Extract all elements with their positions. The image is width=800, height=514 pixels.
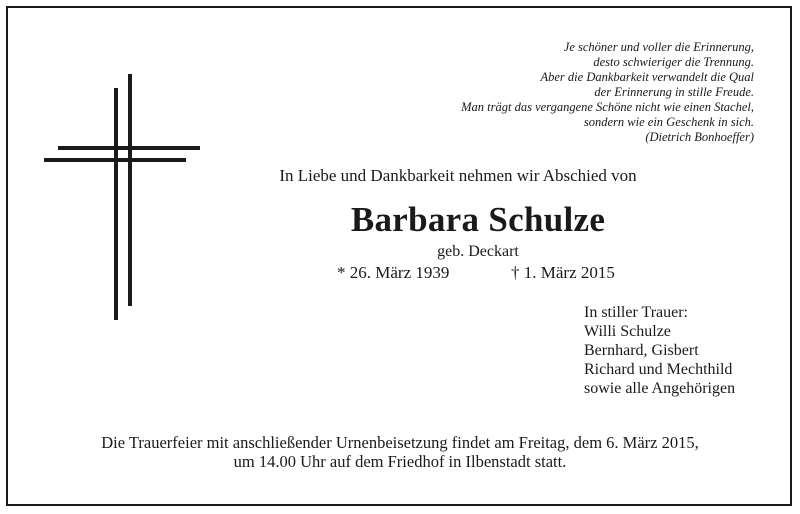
service-line: um 14.00 Uhr auf dem Friedhof in Ilbenstadt statt. — [233, 452, 567, 471]
quote-line: Je schöner und voller die Erinnerung, — [563, 40, 754, 54]
funeral-service-info — [20, 433, 780, 471]
mourners-heading: In stiller Trauer: — [584, 304, 688, 321]
mourner-name: sowie alle Angehörigen — [584, 380, 736, 397]
mourners-block — [584, 303, 735, 398]
maiden-name: geb. Deckart — [437, 243, 519, 260]
mourner-name: Bernhard, Gisbert — [584, 342, 699, 359]
quote-line: Aber die Dankbarkeit verwandelt die Qual — [540, 70, 754, 84]
quote-line: Man trägt das vergangene Schöne nicht wie einen Stachel, — [461, 100, 754, 114]
quote-line: desto schwieriger die Trennung. — [593, 55, 754, 69]
farewell-intro: In Liebe und Dankbarkeit nehmen wir Abschied von — [279, 166, 637, 185]
quote-line: sondern wie ein Geschenk in sich. — [583, 115, 754, 129]
double-line-cross-icon — [44, 74, 204, 324]
quote-line: der Erinnerung in stille Freude. — [594, 85, 754, 99]
deceased-name: Barbara Schulze — [350, 200, 606, 239]
quote-author: (Dietrich Bonhoeffer) — [645, 130, 754, 144]
service-line: Die Trauerfeier mit anschließender Urnenbeisetzung findet am Freitag, dem 6. März 2015, — [101, 433, 699, 452]
death-date: † 1. März 2015 — [511, 263, 615, 282]
mourner-name: Willi Schulze — [584, 323, 671, 340]
bonhoeffer-quote — [354, 40, 754, 145]
birth-date: * 26. März 1939 — [337, 263, 450, 282]
mourner-name: Richard und Mechthild — [584, 361, 733, 378]
